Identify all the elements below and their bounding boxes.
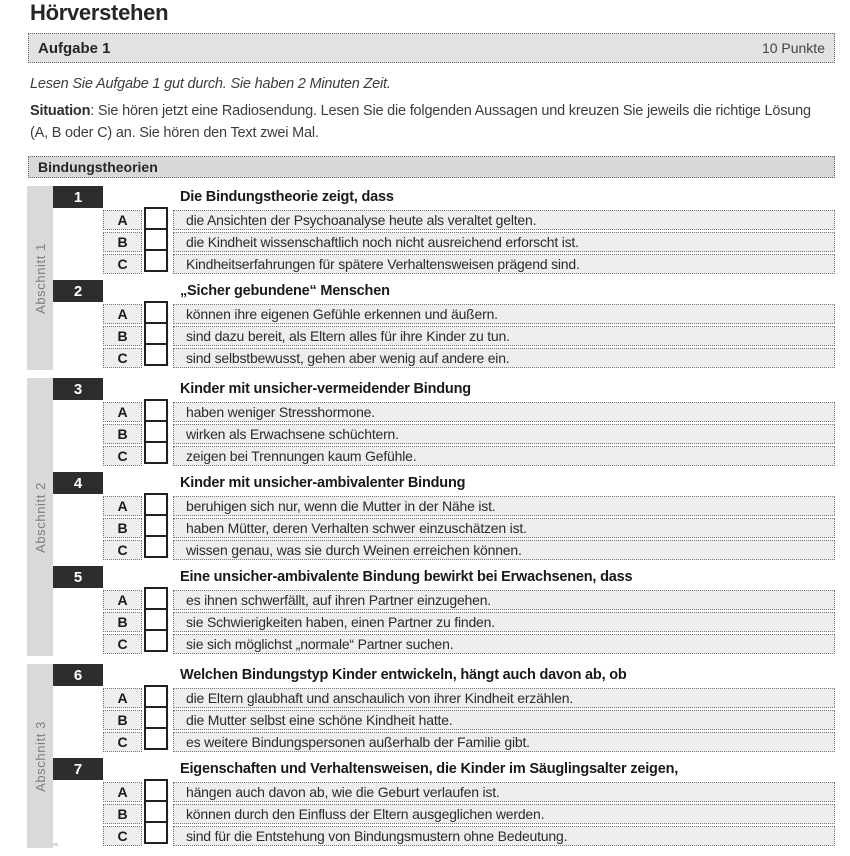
- checkbox-stack: [144, 207, 168, 272]
- section-label: Abschnitt 3: [32, 720, 48, 792]
- option-letter: A: [103, 402, 142, 422]
- checkbox-stack: [144, 685, 168, 750]
- question-1: [53, 186, 835, 274]
- option-row-a: [103, 590, 835, 610]
- question-number: 4: [53, 472, 103, 494]
- section-abschnitt-3: [27, 664, 835, 848]
- answer-checkbox-c[interactable]: [144, 535, 168, 558]
- answer-checkbox-b[interactable]: [144, 608, 168, 631]
- option-row-a: [103, 782, 835, 802]
- option-row-b: [103, 804, 835, 824]
- option-row-a: [103, 210, 835, 230]
- option-text: die Ansichten der Psychoanalyse heute als veraltet gelten.: [173, 210, 835, 230]
- answer-checkbox-c[interactable]: [144, 629, 168, 652]
- option-letter: C: [103, 446, 142, 466]
- question-6: [53, 664, 835, 752]
- option-letter: C: [103, 732, 142, 752]
- answer-checkbox-a[interactable]: [144, 301, 168, 324]
- section-questions: [53, 186, 835, 370]
- question-stem: Kinder mit unsicher-vermeidender Bindung: [180, 381, 471, 397]
- option-text: die Mutter selbst eine schöne Kindheit hatte.: [173, 710, 835, 730]
- question-stem: Die Bindungstheorie zeigt, dass: [180, 189, 394, 205]
- answer-checkbox-a[interactable]: [144, 587, 168, 610]
- option-row-a: [103, 304, 835, 324]
- questions-area: [27, 186, 835, 856]
- answer-checkbox-a[interactable]: [144, 493, 168, 516]
- option-letter: C: [103, 348, 142, 368]
- points-badge: 10 Punkte: [761, 40, 825, 56]
- option-letter: A: [103, 782, 142, 802]
- section-label-strip: [27, 664, 53, 848]
- option-letter: C: [103, 826, 142, 846]
- option-letter: B: [103, 710, 142, 730]
- option-text: Kindheitserfahrungen für spätere Verhaltensweisen prägend sind.: [173, 254, 835, 274]
- option-letter: B: [103, 232, 142, 252]
- option-row-c: [103, 446, 835, 466]
- option-letter: B: [103, 612, 142, 632]
- option-letter: C: [103, 254, 142, 274]
- checkbox-stack: [144, 587, 168, 652]
- situation-text: : Sie hören jetzt eine Radiosendung. Lesen Sie die folgenden Aussagen und kreuzen Sie jeweils die richtige Lösung (A, B oder C) an. Sie hören den Text zwei Mal.: [30, 103, 811, 141]
- option-row-c: [103, 732, 835, 752]
- option-text: sind für die Entstehung von Bindungsmustern ohne Bedeutung.: [173, 826, 835, 846]
- topic-bar: Bindungstheorien: [28, 156, 835, 178]
- options-block: [103, 496, 835, 560]
- option-letter: A: [103, 590, 142, 610]
- option-text: zeigen bei Trennungen kaum Gefühle.: [173, 446, 835, 466]
- option-letter: A: [103, 210, 142, 230]
- checkbox-stack: [144, 493, 168, 558]
- options-block: [103, 402, 835, 466]
- answer-checkbox-b[interactable]: [144, 228, 168, 251]
- question-number: 7: [53, 758, 103, 780]
- answer-checkbox-b[interactable]: [144, 800, 168, 823]
- question-stem: „Sicher gebundene“ Menschen: [180, 283, 390, 299]
- answer-checkbox-c[interactable]: [144, 441, 168, 464]
- options-block: [103, 304, 835, 368]
- option-row-b: [103, 518, 835, 538]
- option-row-a: [103, 402, 835, 422]
- options-block: [103, 782, 835, 846]
- option-letter: A: [103, 496, 142, 516]
- question-2: [53, 280, 835, 368]
- option-row-b: [103, 326, 835, 346]
- question-stem: Eine unsicher-ambivalente Bindung bewirkt bei Erwachsenen, dass: [180, 569, 633, 585]
- option-text: können ihre eigenen Gefühle erkennen und äußern.: [173, 304, 835, 324]
- answer-checkbox-c[interactable]: [144, 249, 168, 272]
- question-number: 5: [53, 566, 103, 588]
- option-text: wissen genau, was sie durch Weinen erreichen können.: [173, 540, 835, 560]
- question-5: [53, 566, 835, 654]
- option-text: beruhigen sich nur, wenn die Mutter in der Nähe ist.: [173, 496, 835, 516]
- answer-checkbox-a[interactable]: [144, 399, 168, 422]
- option-text: es ihnen schwerfällt, auf ihren Partner einzugehen.: [173, 590, 835, 610]
- section-abschnitt-2: [27, 378, 835, 656]
- section-label: Abschnitt 2: [32, 481, 48, 553]
- section-abschnitt-1: [27, 186, 835, 370]
- option-row-a: [103, 496, 835, 516]
- answer-checkbox-a[interactable]: [144, 685, 168, 708]
- option-letter: A: [103, 304, 142, 324]
- option-row-c: [103, 634, 835, 654]
- checkbox-stack: [144, 779, 168, 844]
- section-label-strip: [27, 186, 53, 370]
- answer-checkbox-c[interactable]: [144, 727, 168, 750]
- option-row-b: [103, 612, 835, 632]
- section-questions: [53, 664, 835, 848]
- option-text: sind dazu bereit, als Eltern alles für ihre Kinder zu tun.: [173, 326, 835, 346]
- option-letter: B: [103, 518, 142, 538]
- option-row-c: [103, 348, 835, 368]
- question-stem: Kinder mit unsicher-ambivalenter Bindung: [180, 475, 466, 491]
- options-block: [103, 210, 835, 274]
- question-stem: Welchen Bindungstyp Kinder entwickeln, hängt auch davon ab, ob: [180, 667, 627, 683]
- task-header-bar: [28, 33, 835, 63]
- option-text: sie sich möglichst „normale“ Partner suchen.: [173, 634, 835, 654]
- option-text: haben weniger Stresshormone.: [173, 402, 835, 422]
- option-text: sie Schwierigkeiten haben, einen Partner zu finden.: [173, 612, 835, 632]
- option-row-c: [103, 540, 835, 560]
- time-instruction: Lesen Sie Aufgabe 1 gut durch. Sie haben 2 Minuten Zeit.: [30, 76, 391, 92]
- question-number: 2: [53, 280, 103, 302]
- situation-label: Situation: [30, 103, 91, 119]
- answer-checkbox-a[interactable]: [144, 779, 168, 802]
- page-title: Hörverstehen: [30, 0, 169, 25]
- answer-checkbox-c[interactable]: [144, 821, 168, 844]
- section-label: Abschnitt 1: [32, 242, 48, 314]
- checkbox-stack: [144, 301, 168, 366]
- option-text: sind selbstbewusst, gehen aber wenig auf andere ein.: [173, 348, 835, 368]
- question-3: [53, 378, 835, 466]
- section-questions: [53, 378, 835, 656]
- answer-checkbox-c[interactable]: [144, 343, 168, 366]
- option-text: die Kindheit wissenschaftlich noch nicht ausreichend erforscht ist.: [173, 232, 835, 252]
- question-number: 3: [53, 378, 103, 400]
- option-row-c: [103, 254, 835, 274]
- question-stem: Eigenschaften und Verhaltensweisen, die Kinder im Säuglingsalter zeigen,: [180, 761, 679, 777]
- task-title: Aufgabe 1: [38, 39, 111, 57]
- option-text: können durch den Einfluss der Eltern ausgeglichen werden.: [173, 804, 835, 824]
- option-letter: A: [103, 688, 142, 708]
- option-letter: B: [103, 804, 142, 824]
- option-text: die Eltern glaubhaft und anschaulich von ihrer Kindheit erzählen.: [173, 688, 835, 708]
- question-number: 6: [53, 664, 103, 686]
- section-label-strip: [27, 378, 53, 656]
- option-letter: C: [103, 540, 142, 560]
- answer-checkbox-b[interactable]: [144, 514, 168, 537]
- option-letter: B: [103, 424, 142, 444]
- option-text: haben Mütter, deren Verhalten schwer einzuschätzen ist.: [173, 518, 835, 538]
- question-7: [53, 758, 835, 846]
- option-text: wirken als Erwachsene schüchtern.: [173, 424, 835, 444]
- option-letter: B: [103, 326, 142, 346]
- answer-checkbox-b[interactable]: [144, 322, 168, 345]
- option-row-b: [103, 232, 835, 252]
- option-row-b: [103, 710, 835, 730]
- situation-paragraph: [30, 100, 832, 144]
- question-4: [53, 472, 835, 560]
- question-number: 1: [53, 186, 103, 208]
- option-row-c: [103, 826, 835, 846]
- answer-checkbox-a[interactable]: [144, 207, 168, 230]
- options-block: [103, 590, 835, 654]
- checkbox-stack: [144, 399, 168, 464]
- options-block: [103, 688, 835, 752]
- answer-checkbox-b[interactable]: [144, 706, 168, 729]
- answer-checkbox-b[interactable]: [144, 420, 168, 443]
- option-row-b: [103, 424, 835, 444]
- option-text: es weitere Bindungspersonen außerhalb der Familie gibt.: [173, 732, 835, 752]
- option-text: hängen auch davon ab, wie die Geburt verlaufen ist.: [173, 782, 835, 802]
- option-letter: C: [103, 634, 142, 654]
- option-row-a: [103, 688, 835, 708]
